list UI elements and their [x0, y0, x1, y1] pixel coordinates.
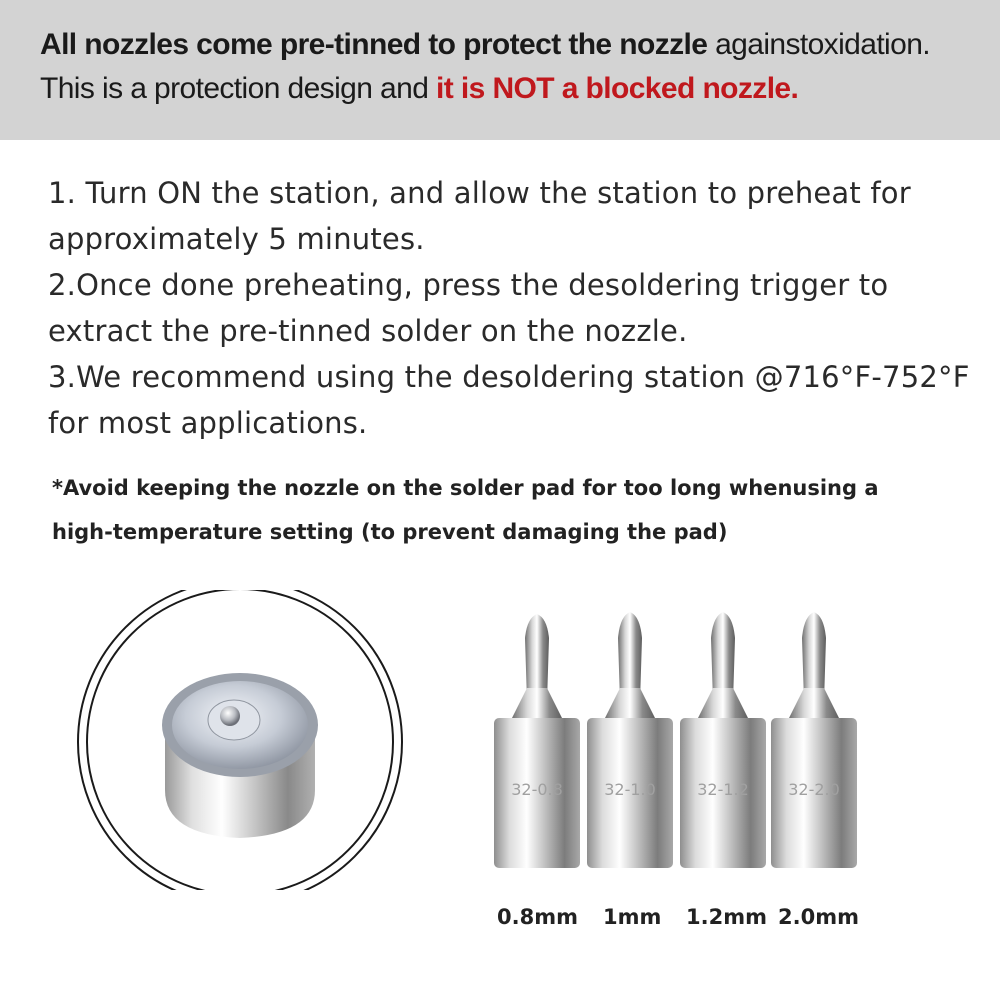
- caution-note: [52, 466, 972, 554]
- size-label-1mm: 1mm: [603, 905, 662, 929]
- nozzle-1mm: [587, 612, 673, 868]
- nozzle-engraving: 32-1.0: [604, 780, 656, 799]
- nozzle-engraving: 32-1.2: [697, 780, 749, 799]
- step-2: 2.Once done preheating, press the desoldering trigger to extract the pre-tinned solder on the nozzle.: [48, 268, 889, 348]
- banner-warning: it is NOT a blocked nozzle.: [436, 72, 799, 105]
- banner-line-2: [40, 72, 798, 106]
- banner-text: againstoxidation.: [707, 28, 931, 61]
- nozzle-engraving: 32-2.0: [788, 780, 840, 799]
- note-line-2: high-temperature setting (to prevent damaging the pad): [52, 520, 728, 544]
- closeup-magnifier: [78, 590, 402, 890]
- nozzle-size-labels: [0, 905, 1000, 945]
- banner-text: This is a protection design and: [40, 72, 437, 105]
- banner-emphasis: All nozzles come pre-tinned to protect the nozzle: [40, 28, 708, 61]
- banner-line-1: [40, 28, 930, 62]
- step-3: 3.We recommend using the desoldering station @716°F-752°F for most applications.: [48, 360, 970, 440]
- nozzle-0-8mm: [494, 614, 580, 868]
- nozzle-engraving: 32-0.8: [511, 780, 563, 799]
- size-label-1-2mm: 1.2mm: [686, 905, 767, 929]
- product-photo: [0, 590, 1000, 890]
- size-label-2-0mm: 2.0mm: [778, 905, 859, 929]
- nozzle-1-2mm: [680, 612, 766, 868]
- nozzle-set: [494, 612, 857, 868]
- size-label-0-8mm: 0.8mm: [497, 905, 578, 929]
- solder-blob: [220, 706, 240, 726]
- nozzle-2-0mm: [771, 612, 857, 868]
- step-1: 1. Turn ON the station, and allow the station to preheat for approximately 5 minutes.: [48, 176, 911, 256]
- nozzle-face-closeup: [162, 673, 318, 838]
- note-line-1: *Avoid keeping the nozzle on the solder pad for too long whenusing a: [52, 476, 879, 500]
- header-banner: [0, 0, 1000, 140]
- instruction-steps: [48, 170, 978, 446]
